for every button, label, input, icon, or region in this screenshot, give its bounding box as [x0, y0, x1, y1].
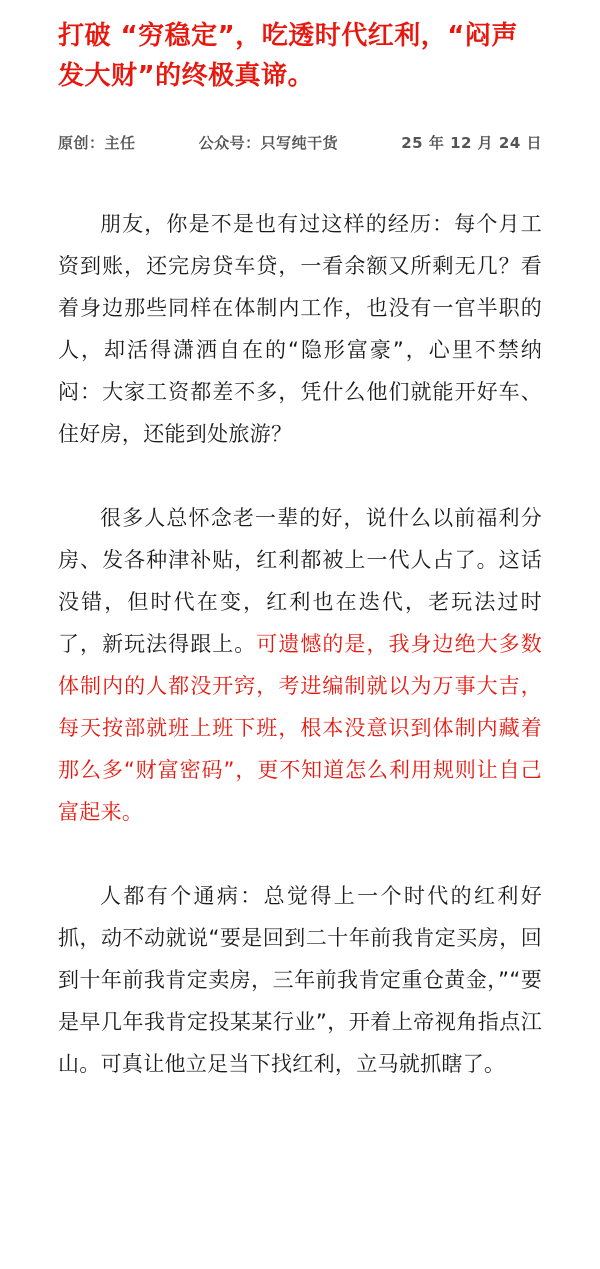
paragraph	[58, 875, 542, 1085]
account-label[interactable]: 公众号：只写纯干货	[198, 134, 339, 152]
highlighted-text: 可遗憾的是，我身边绝大多数体制内的人都没开窍，考进编制就以为万事大吉，每天按部就班上班下班，根本没意识到体制内藏着那么多“财富密码”，更不知道怎么利用规则让自己富起来。	[58, 632, 542, 824]
paragraph-text: 很多人总怀念老一辈的好，说什么以前福利分房、发各种津补贴，红利都被上一代人占了。这话没错，但时代在变，红利也在迭代，老玩法过时了，新玩法得跟上。	[58, 506, 542, 656]
article-body	[58, 203, 542, 1085]
paragraph-text: 朋友，你是不是也有过这样的经历：每个月工资到账，还完房贷车贷，一看余额又所剩无几？看着身边那些同样在体制内工作，也没有一官半职的人，却活得潇洒自在的“隐形富豪”，心里不禁纳闷：大家工资都差不多，凭什么他们就能开好车、住好房，还能到处旅游？	[58, 212, 542, 446]
author-label: 原创：主任	[58, 134, 136, 152]
article-meta	[58, 132, 542, 153]
paragraph-text: 人都有个通病：总觉得上一个时代的红利好抓，动不动就说“要是回到二十年前我肯定买房，回到十年前我肯定卖房，三年前我肯定重仓黄金，”“要是早几年我肯定投某某行业”，开着上帝视角指点江山。可真让他立足当下找红利，立马就抓瞎了。	[58, 884, 542, 1076]
paragraph	[58, 497, 542, 833]
paragraph	[58, 203, 542, 455]
publish-date: 25 年 12 月 24 日	[401, 134, 542, 152]
article-title: 打破 “穷稳定”，吃透时代红利，“闷声发大财”的终极真谛。	[58, 21, 518, 91]
